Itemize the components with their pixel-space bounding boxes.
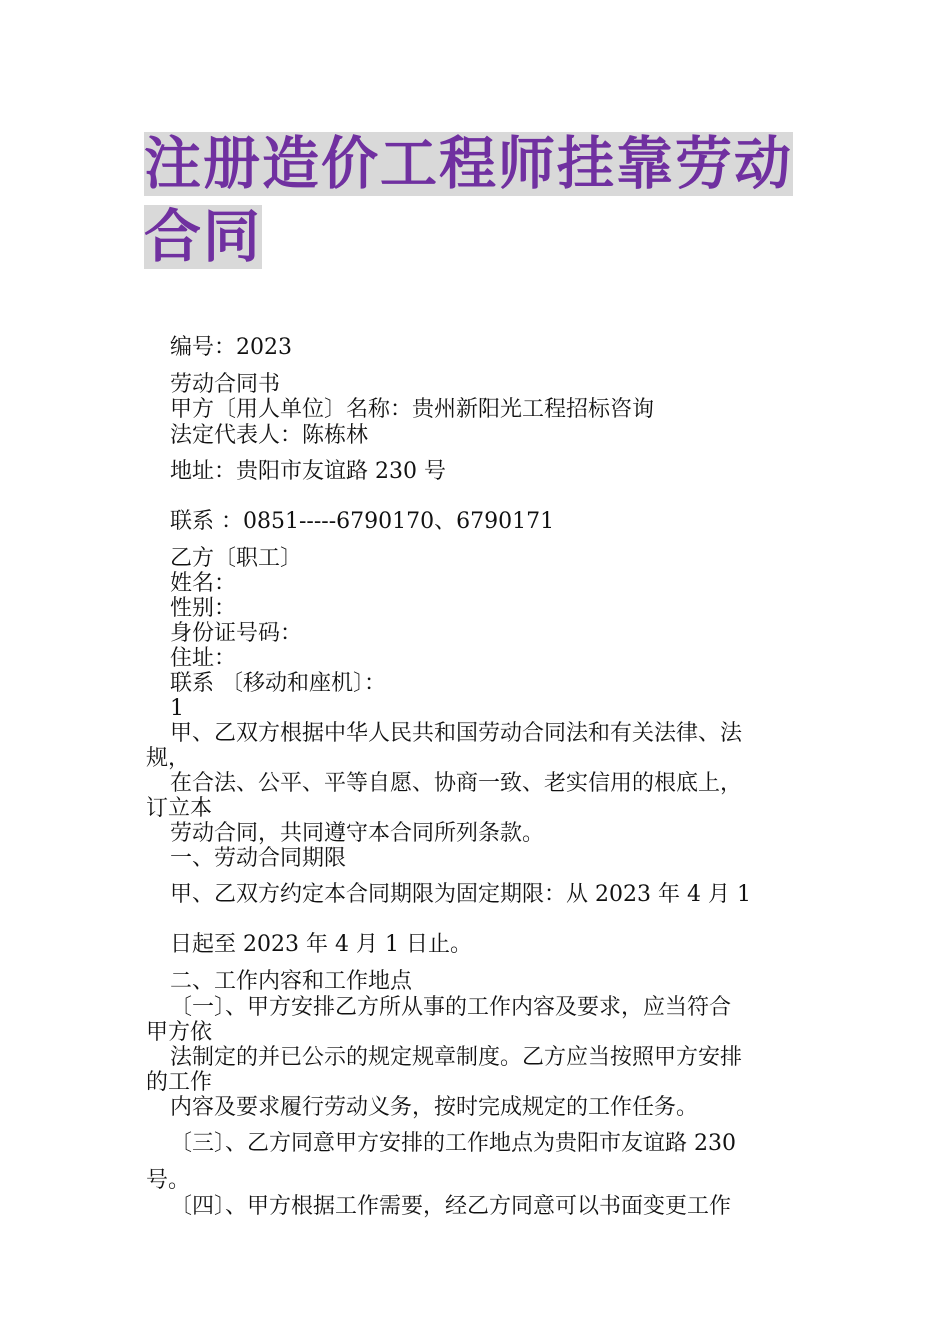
party-a-representative: 法定代表人：陈栋林 xyxy=(170,423,369,448)
party-a-address: 地址：贵阳市友谊路 230 号 xyxy=(170,459,446,484)
document-title-line-1: 注册造价工程师挂靠劳动 xyxy=(144,131,793,197)
paragraph-line: 在合法、公平、平等自愿、协商一致、老实信用的根底上， xyxy=(170,771,743,796)
paragraph-line: 号。 xyxy=(146,1168,191,1193)
party-b-heading: 乙方〔职工〕 xyxy=(170,546,303,571)
paragraph-line: 〔一〕、甲方安排乙方所从事的工作内容及要求，应当符合 xyxy=(170,995,732,1020)
paragraph-line: 〔三〕、乙方同意甲方安排的工作地点为贵阳市友谊路 230 xyxy=(170,1131,736,1156)
paragraph-line: 劳动合同，共同遵守本合同所列条款。 xyxy=(170,821,545,846)
party-b-name: 姓名： xyxy=(170,571,237,596)
paragraph-line: 法制定的并已公示的规定规章制度。乙方应当按照甲方安排 xyxy=(170,1045,743,1070)
paragraph-line: 的工作 xyxy=(146,1070,213,1095)
section-heading-term: 一、劳动合同期限 xyxy=(170,846,347,871)
party-b-gender: 性别： xyxy=(170,596,237,621)
party-a-phone: 联系 ：0851-----6790170、6790171 xyxy=(170,509,555,534)
paragraph-line: 日起至 2023 年 4 月 1 日止。 xyxy=(170,932,472,957)
contract-heading: 劳动合同书 xyxy=(170,372,281,397)
contract-number: 编号：2023 xyxy=(170,335,292,360)
party-b-id-number: 身份证号码： xyxy=(170,621,303,646)
paragraph-line: 甲、乙双方约定本合同期限为固定期限：从 2023 年 4 月 1 xyxy=(170,882,751,907)
paragraph-line: 规， xyxy=(146,746,191,771)
paragraph-line: 订立本 xyxy=(146,796,213,821)
page-number: 1 xyxy=(170,696,184,721)
section-heading-work: 二、工作内容和工作地点 xyxy=(170,969,413,994)
party-b-phone: 联系 〔移动和座机〕： xyxy=(170,671,386,696)
paragraph-line: 甲、乙双方根据中华人民共和国劳动合同法和有关法律、法 xyxy=(170,721,743,746)
party-a-name: 甲方〔用人单位〕名称：贵州新阳光工程招标咨询 xyxy=(170,397,655,422)
paragraph-line: 甲方依 xyxy=(146,1020,213,1045)
document-title-line-2: 合同 xyxy=(144,204,262,270)
party-b-address: 住址： xyxy=(170,646,237,671)
paragraph-line: 内容及要求履行劳动义务，按时完成规定的工作任务。 xyxy=(170,1095,699,1120)
paragraph-line: 〔四〕、甲方根据工作需要，经乙方同意可以书面变更工作 xyxy=(170,1194,732,1219)
